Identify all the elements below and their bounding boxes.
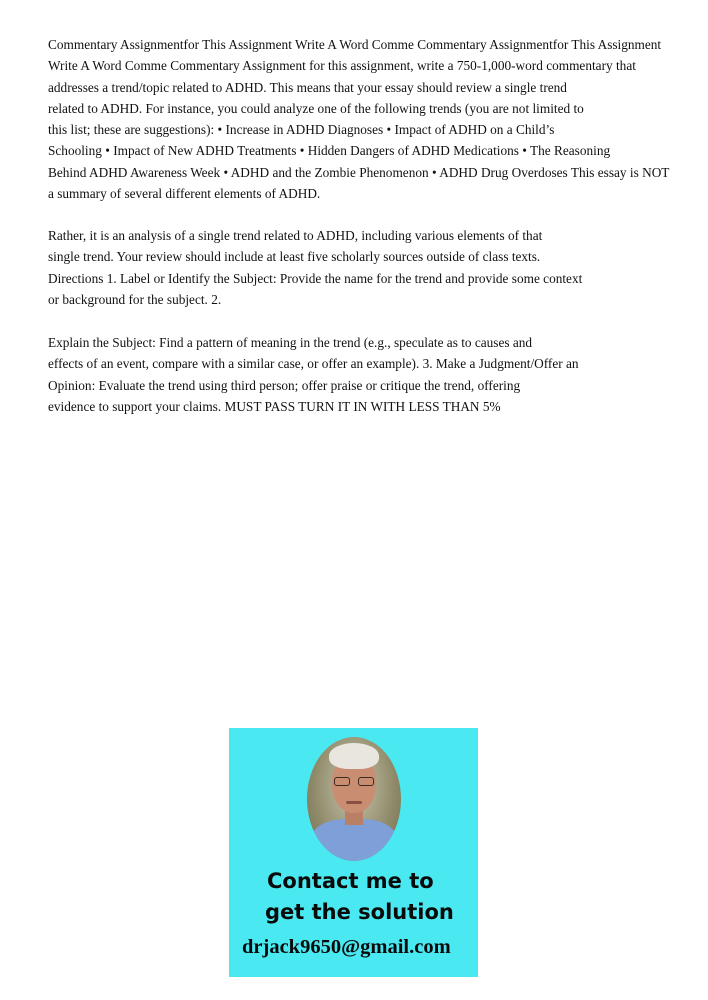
contact-email[interactable]: drjack9650@gmail.com: [242, 936, 451, 958]
portrait-glasses: [334, 777, 374, 787]
paragraph-line: Directions 1. Label or Identify the Subject: Provide the name for the trend and provide some context: [48, 270, 583, 286]
paragraph-line: Write A Word Comme Commentary Assignment for this assignment, write a 750-1,000-word commentary that: [48, 58, 636, 74]
paragraph-line: a summary of several different elements of ADHD.: [48, 186, 321, 202]
contact-heading-line-2: get the solution: [265, 900, 454, 924]
paragraph-2: [48, 225, 582, 310]
paragraph-line: related to ADHD. For instance, you could analyze one of the following trends (you are not limited to: [48, 100, 584, 116]
glasses-lens-right: [358, 777, 374, 786]
paragraph-line: Opinion: Evaluate the trend using third person; offer praise or critique the trend, offering: [48, 377, 521, 393]
contact-heading-line-1: Contact me to: [267, 869, 434, 893]
paragraph-line: Behind ADHD Awareness Week • ADHD and the Zombie Phenomenon • ADHD Drug Overdoses This essay is NOT: [48, 164, 670, 180]
paragraph-line: or background for the subject. 2.: [48, 291, 222, 307]
portrait-photo: [307, 737, 401, 861]
portrait-mouth: [346, 801, 362, 804]
paragraph-line: effects of an event, compare with a similar case, or offer an example). 3. Make a Judgment/Offer an: [48, 356, 579, 372]
paragraph-line: single trend. Your review should include at least five scholarly sources outside of class texts.: [48, 249, 541, 265]
glasses-lens-left: [334, 777, 350, 786]
paragraph-line: addresses a trend/topic related to ADHD. This means that your essay should review a single trend: [48, 79, 567, 95]
paragraph-line: evidence to support your claims. MUST PASS TURN IT IN WITH LESS THAN 5%: [48, 398, 501, 414]
paragraph-line: Explain the Subject: Find a pattern of meaning in the trend (e.g., speculate as to causes and: [48, 335, 533, 350]
portrait-hair: [329, 743, 379, 769]
portrait-shirt: [311, 819, 397, 861]
contact-card: [229, 728, 478, 977]
paragraph-line: Rather, it is an analysis of a single trend related to ADHD, including various elements of that: [48, 228, 543, 243]
paragraph-line: this list; these are suggestions): • Increase in ADHD Diagnoses • Impact of ADHD on a Child’s: [48, 122, 555, 138]
paragraph-1: [48, 34, 669, 204]
paragraph-line: Schooling • Impact of New ADHD Treatments • Hidden Dangers of ADHD Medications • The Reasoning: [48, 143, 611, 159]
paragraph-3: [48, 332, 579, 417]
paragraph-line: Commentary Assignmentfor This Assignment Write A Word Comme Commentary Assignmentfor This Assignment: [48, 37, 662, 52]
